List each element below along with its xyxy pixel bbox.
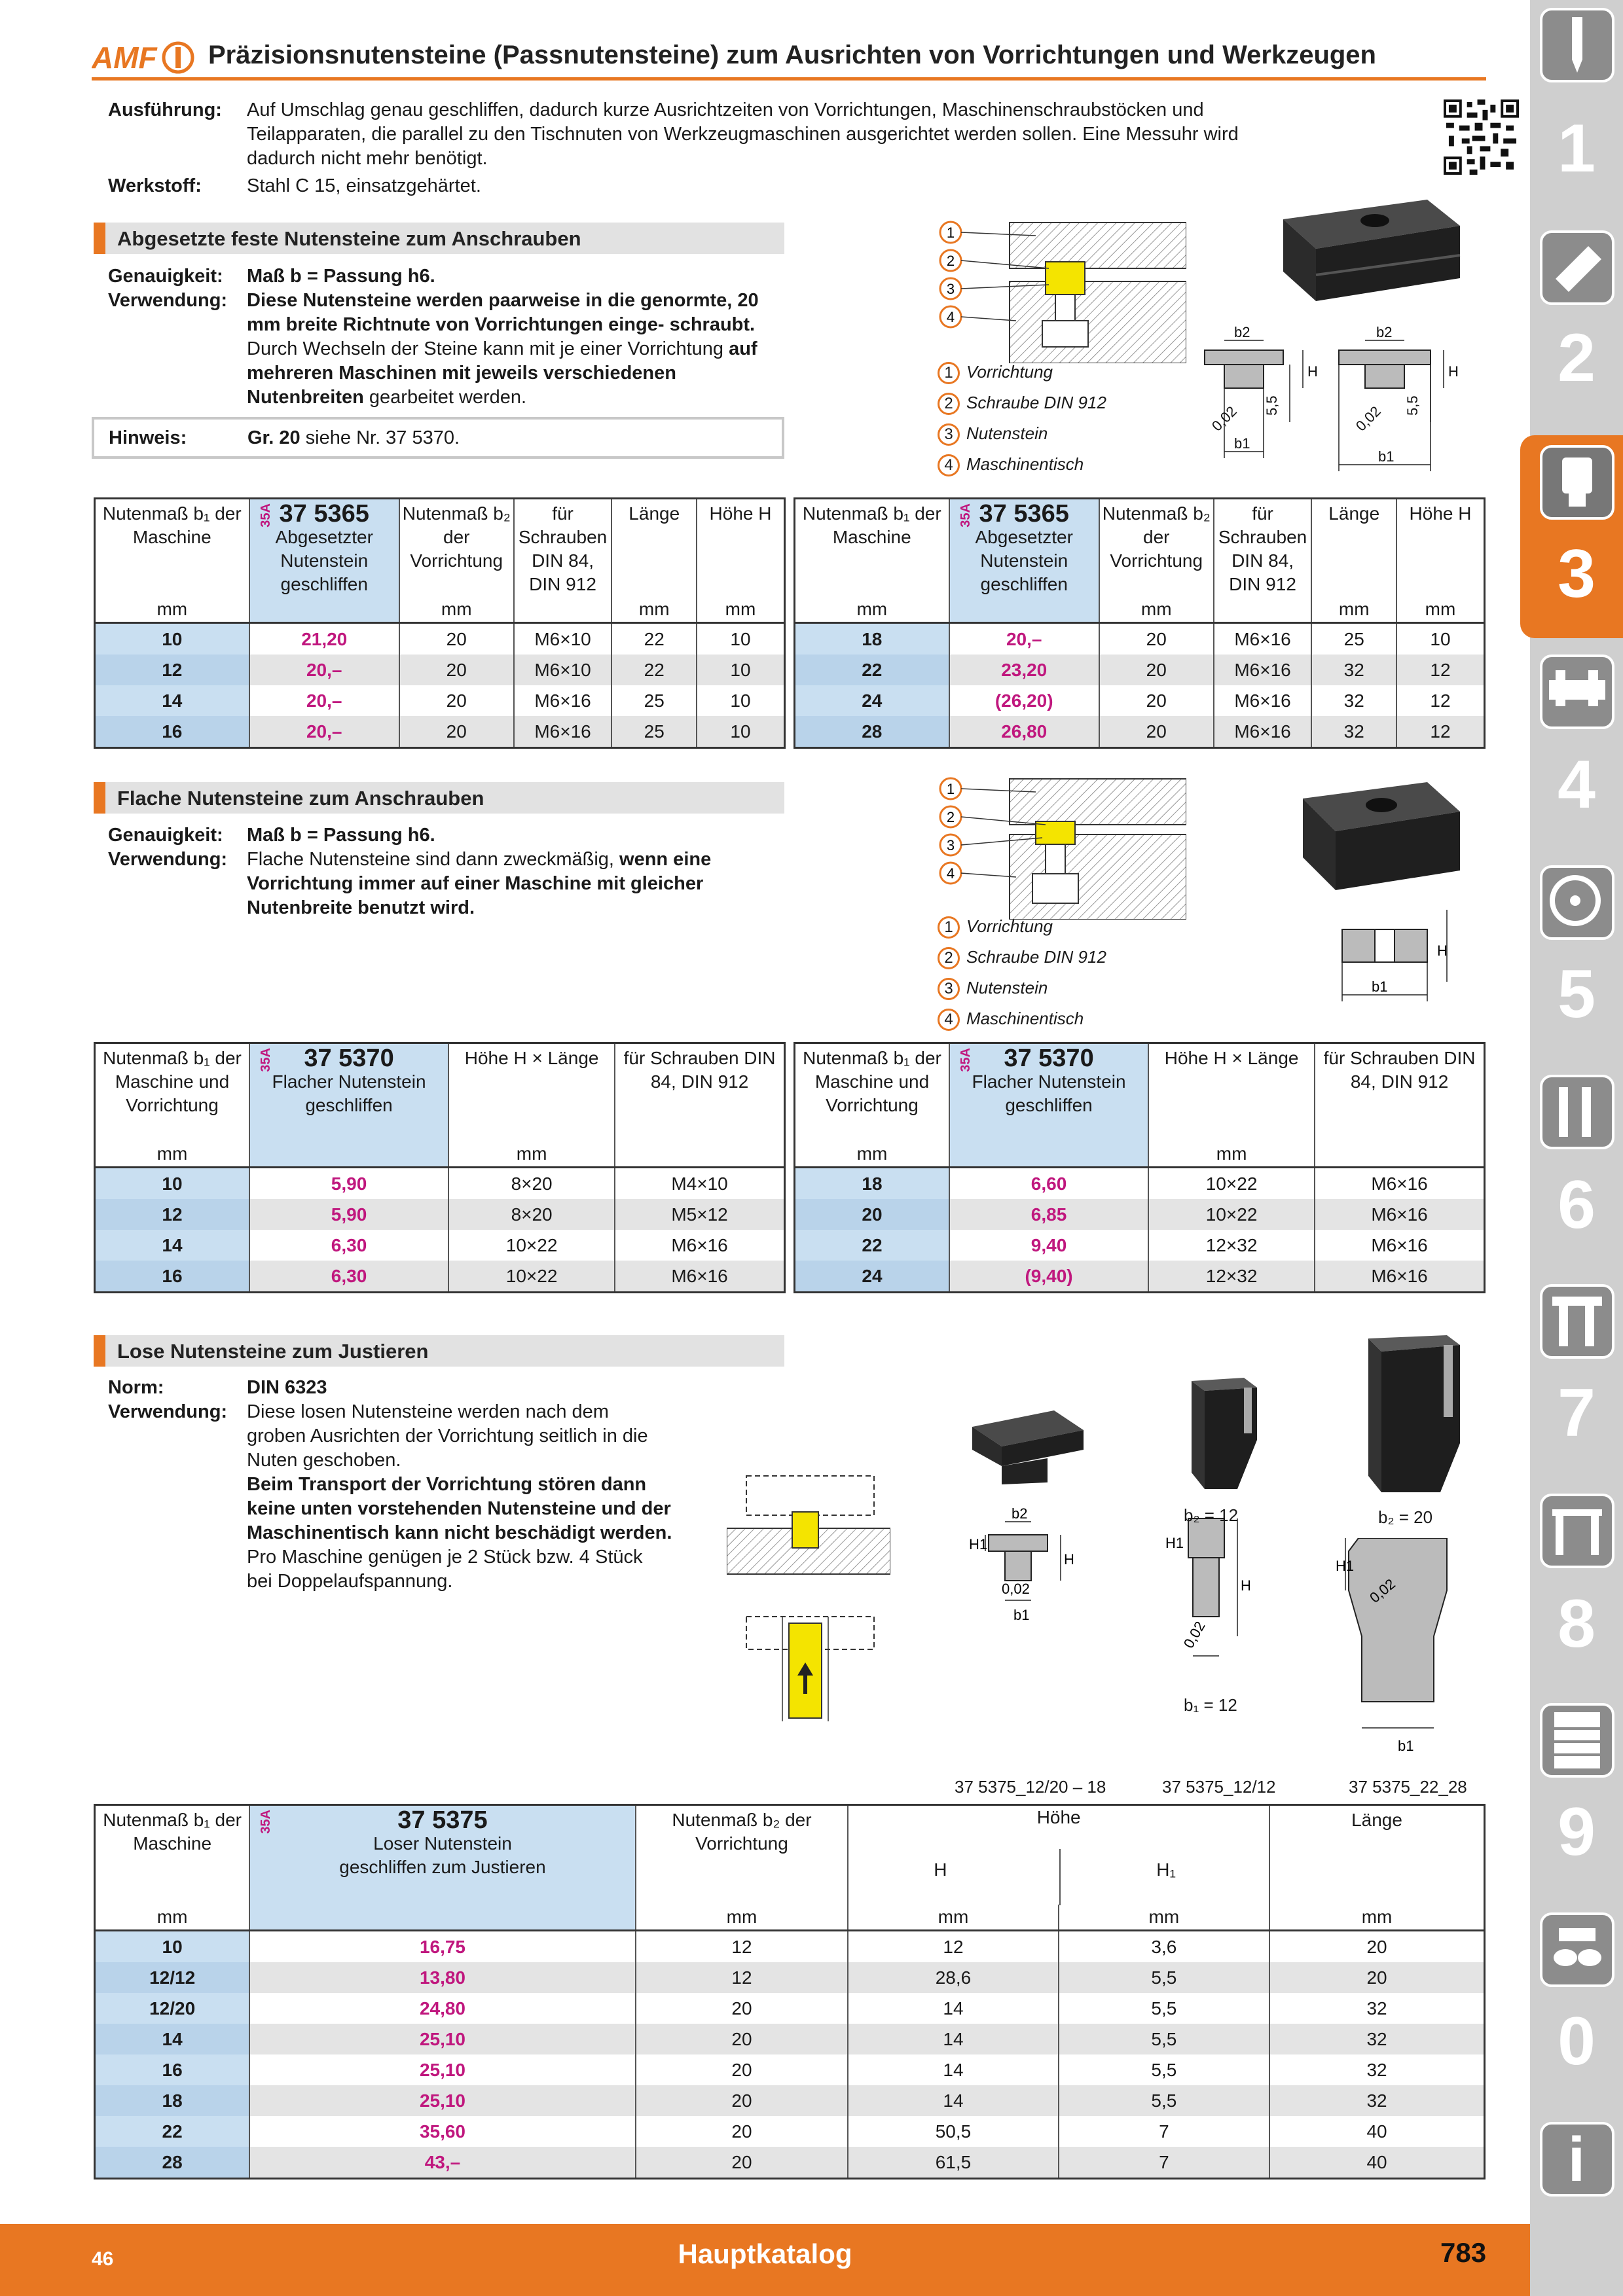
section3-heading: Lose Nutensteine zum Justieren [94,1335,784,1367]
col-nutenmass-b2: Nutenmaß b₂ der Vorrichtung [636,1805,848,1905]
section2-assembly-diagram [938,772,1186,920]
svg-text:H: H [1241,1577,1251,1594]
table-row: 16 6,30 10×22 M6×16 [95,1261,785,1293]
verwendung-text: Diese losen Nutensteine werden nach dem groben Ausrichten der Vorrichtung seitlich in die Nuten geschoben. Beim Transport der Vorrichtung stören dann keine unten vorstehenden Nutensteine und der Maschinentisch kann nicht beschädigt werden. Pro Maschine genügen je 2 Stück bzw. 4 Stück bei Doppelaufspannung. [247,1401,672,1592]
norm-label: Norm: [108,1377,164,1398]
page-title: Präzisionsnutensteine (Passnutensteine) zum Ausrichten von Vorrichtungen und Werkzeugen [208,41,1376,69]
sidebar-tab-2[interactable]: 2 [1558,320,1596,396]
table-row: 22 23,20 20 M6×16 32 12 [795,655,1485,685]
werkstoff-text: Stahl C 15, einsatzgehärtet. [247,175,481,196]
unit: mm [95,597,249,623]
verwendung-label: Verwendung: [108,290,228,311]
unit: mm [1269,1905,1484,1931]
table-375370-left [94,1042,786,1293]
figure-caption-2: 37 5375_12/12 [1162,1777,1276,1797]
col-nutenmass: Nutenmaß b₁ der Maschine und Vorrichtung [795,1043,950,1141]
section2-product-photo [1296,772,1467,910]
sidebar-tab-vise-icon[interactable] [1540,655,1614,729]
section3-specs [108,1376,697,1624]
section3-dim-small [949,1502,1080,1633]
table-row: 12 20,– 20 M6×10 22 10 [95,655,785,685]
col-hoehe-laenge: Höhe H × Länge [448,1043,615,1141]
svg-text:b1: b1 [1234,435,1250,452]
unit: mm [795,1141,950,1168]
col-hoehe-laenge: Höhe H × Länge [1148,1043,1315,1141]
col-hoehe: Höhe H [1396,499,1484,597]
col-nutenmass-b1: Nutenmaß b₁ der Maschine [95,499,249,597]
sidebar-tab-i[interactable]: i [1567,2125,1586,2195]
unit: mm [1099,597,1214,623]
sidebar-tab-drill-icon[interactable] [1540,8,1614,82]
sidebar-tab-tools-icon[interactable] [1540,1075,1614,1149]
sidebar-tab-7[interactable]: 7 [1558,1375,1596,1451]
unit: mm [399,597,514,623]
table-375365-left [94,497,786,749]
genauigkeit-text: Maß b = Passung h6. [247,266,435,287]
table-row: 12 5,90 8×20 M5×12 [95,1199,785,1230]
intro-block [108,98,1352,203]
unit: mm [95,1905,250,1931]
svg-text:AMF: AMF [92,41,157,75]
sidebar-tab-8[interactable]: 8 [1558,1586,1596,1662]
svg-text:b2: b2 [1012,1505,1028,1522]
svg-text:0,02: 0,02 [1208,403,1240,435]
dim-b2-12: b₂ = 12 [1184,1505,1239,1525]
figure-caption-1: 37 5375_12/20 – 18 [955,1777,1106,1797]
section3-dim-medium [1152,1505,1270,1702]
svg-text:H1: H1 [1165,1535,1184,1551]
genauigkeit-text: Maß b = Passung h6. [247,825,435,846]
svg-text:3: 3 [946,281,955,297]
table-row: 16 20,– 20 M6×16 25 10 [95,716,785,748]
unit: mm [1311,597,1396,623]
col-article-375365: 35A 37 5365 Abgesetzter Nutenstein geschliffen [949,499,1099,597]
svg-text:b2: b2 [1376,324,1393,340]
verwendung-label: Verwendung: [108,1401,228,1422]
hinweis-box [92,417,784,459]
svg-text:3: 3 [946,837,955,853]
table-row: 18 6,60 10×22 M6×16 [795,1167,1485,1199]
sidebar-tab-workshop-icon[interactable] [1540,1494,1614,1568]
col-nutenmass: Nutenmaß b₁ der Maschine und Vorrichtung [95,1043,250,1141]
table-row: 10 5,90 8×20 M4×10 [95,1167,785,1199]
section2-dimension-drawing [1336,903,1467,1008]
table-row: 28 26,80 20 M6×16 32 12 [795,716,1485,748]
hinweis-text: Gr. 20 siehe Nr. 37 5370. [247,427,460,448]
table-row: 12/12 13,80 12 28,6 5,5 20 [95,1962,1485,1993]
footer-page-number: 783 [1440,2237,1487,2268]
col-fuer-schrauben: für Schrauben DIN 84, DIN 912 [1214,499,1312,597]
svg-text:5,5: 5,5 [1264,395,1280,416]
col-hoehe: Höhe H H₁ [848,1805,1269,1905]
table-row: 18 25,10 20 14 5,5 32 [95,2085,1485,2116]
svg-text:1: 1 [946,224,955,241]
table-375370-right [793,1042,1486,1293]
verwendung-text: Diese Nutensteine werden paarweise in die genormte, 20 mm breite Richtnute von Vorrichtungen einge- schraubt. Durch Wechseln der Steine kann mit je einer Vorrichtung auf mehreren Maschinen mit jeweils verschiedenen Nutenbreiten gearbeitet werden. [247,290,759,408]
table-375375 [94,1804,1486,2179]
section1-assembly-diagram [938,216,1186,363]
svg-text:0,02: 0,02 [1180,1618,1209,1651]
col-fuer-schrauben: für Schrauben DIN 84, DIN 912 [1315,1043,1484,1141]
svg-text:b1: b1 [1013,1607,1030,1623]
svg-text:b1: b1 [1378,448,1395,465]
norm-text: DIN 6323 [247,1377,327,1398]
section2-heading: Flache Nutensteine zum Anschrauben [94,782,784,814]
table-row: 24 (9,40) 12×32 M6×16 [795,1261,1485,1293]
col-fuer-schrauben: für Schrauben DIN 84, DIN 912 [514,499,612,597]
section1-dimension-drawings [1198,317,1525,478]
svg-text:H1: H1 [1336,1558,1355,1574]
unit: mm [848,1905,1058,1931]
svg-text:b1: b1 [1372,978,1388,995]
table-row: 14 25,10 20 14 5,5 32 [95,2024,1485,2054]
section2-legend: 1 Vorrichtung 2 Schraube DIN 912 3 Nutenstein 4 Maschinentisch [938,911,1147,1042]
unit: mm [697,597,784,623]
col-article-375365: 35A 37 5365 Abgesetzter Nutenstein geschliffen [249,499,399,597]
unit: mm [1396,597,1484,623]
sidebar-tab-cabinet-icon[interactable] [1540,1703,1614,1778]
sidebar-tab-6[interactable]: 6 [1558,1167,1596,1243]
table-row: 14 20,– 20 M6×16 25 10 [95,685,785,716]
col-laenge: Länge [611,499,697,597]
section3-dim-large [1336,1538,1467,1767]
sidebar-tab-4[interactable]: 4 [1558,747,1596,823]
col-fuer-schrauben: für Schrauben DIN 84, DIN 912 [615,1043,784,1141]
table-row: 14 6,30 10×22 M6×16 [95,1230,785,1261]
qr-code-icon [1444,99,1519,175]
section3-photo-large [1355,1332,1467,1496]
unit: mm [95,1141,250,1168]
sidebar-tab-clamp-icon[interactable] [1540,445,1614,520]
svg-text:2: 2 [946,253,955,269]
genauigkeit-label: Genauigkeit: [108,266,223,287]
table-row: 28 43,– 20 61,5 7 40 [95,2147,1485,2179]
svg-text:0,02: 0,02 [1002,1581,1030,1597]
svg-text:H: H [1437,942,1448,959]
table-row: 10 16,75 12 12 3,6 20 [95,1930,1485,1962]
svg-text:0,02: 0,02 [1366,1575,1399,1606]
col-nutenmass-b2: Nutenmaß b₂ der Vorrichtung [399,499,514,597]
svg-text:0,02: 0,02 [1352,403,1384,435]
section3-installation-diagram [727,1473,890,1721]
svg-text:4: 4 [946,309,955,325]
table-row: 22 35,60 20 50,5 7 40 [95,2116,1485,2147]
table-row: 24 (26,20) 20 M6×16 32 12 [795,685,1485,716]
svg-text:b1: b1 [1398,1738,1414,1754]
sidebar-tab-saw-icon[interactable] [1540,865,1614,940]
section1-product-photo [1270,193,1467,304]
dim-b1-12: b₁ = 12 [1184,1695,1237,1715]
svg-text:H: H [1064,1551,1074,1568]
col-article-375370: 35A 37 5370 Flacher Nutenstein geschliffen [249,1043,448,1141]
col-laenge: Länge [1269,1805,1484,1905]
col-article-375375: 35A 37 5375 Loser Nutenstein geschliffen zum Justieren [249,1805,635,1905]
svg-text:b2: b2 [1234,324,1250,340]
table-row: 22 9,40 12×32 M6×16 [795,1230,1485,1261]
sidebar-tab-5[interactable]: 5 [1558,956,1596,1032]
svg-text:H1: H1 [969,1536,988,1552]
sidebar-tab-safety-icon[interactable] [1540,1912,1614,1987]
sidebar-tab-pliers-icon[interactable] [1540,1284,1614,1359]
table-row: 16 25,10 20 14 5,5 32 [95,2054,1485,2085]
unit: mm [795,597,949,623]
genauigkeit-label: Genauigkeit: [108,825,223,846]
table-375365-right [793,497,1486,749]
footer-catalog-title: Hauptkatalog [678,2238,852,2269]
table-row: 18 20,– 20 M6×16 25 10 [795,622,1485,655]
unit: mm [1059,1905,1269,1931]
col-article-375370: 35A 37 5370 Flacher Nutenstein geschliffen [949,1043,1148,1141]
sidebar-tab-3[interactable]: 3 [1558,536,1596,612]
svg-text:2: 2 [946,809,955,825]
ausfuehrung-label: Ausführung: [108,99,222,120]
table-row: 12/20 24,80 20 14 5,5 32 [95,1993,1485,2024]
section3-photo-medium [1172,1374,1264,1492]
section1-specs [108,264,802,415]
svg-text:4: 4 [946,865,955,882]
sidebar-tab-insert-icon[interactable] [1540,230,1614,305]
unit: mm [611,597,697,623]
section2-specs [108,823,802,928]
sidebar-tab-1[interactable]: 1 [1558,111,1596,187]
figure-caption-3: 37 5375_22_28 [1349,1777,1467,1797]
svg-text:H: H [1307,363,1318,380]
table-row: 10 21,20 20 M6×10 22 10 [95,622,785,655]
verwendung-label: Verwendung: [108,849,228,870]
col-nutenmass-b1: Nutenmaß b₁ der Maschine [95,1805,250,1905]
unit: mm [448,1141,615,1168]
col-hoehe: Höhe H [697,499,784,597]
svg-text:1: 1 [946,781,955,797]
section3-photo-small [962,1401,1087,1486]
footer-page-code: 46 [92,2248,114,2270]
sidebar-tab-0[interactable]: 0 [1558,2003,1596,2079]
svg-text:5,5: 5,5 [1404,395,1421,416]
verwendung-text: Flache Nutensteine sind dann zweckmäßig, wenn eine Vorrichtung immer auf einer Maschine mit gleicher Nutenbreite benutzt wird. [247,849,712,918]
table-row: 20 6,85 10×22 M6×16 [795,1199,1485,1230]
sidebar-tab-9[interactable]: 9 [1558,1794,1596,1870]
section1-heading: Abgesetzte feste Nutensteine zum Anschrauben [94,223,784,254]
col-laenge: Länge [1311,499,1396,597]
amf-logo [92,38,196,77]
dim-b2-20: b₂ = 20 [1378,1507,1433,1527]
section1-legend: 1 Vorrichtung 2 Schraube DIN 912 3 Nutenstein 4 Maschinentisch [938,357,1147,488]
unit: mm [1148,1141,1315,1168]
col-nutenmass-b2: Nutenmaß b₂ der Vorrichtung [1099,499,1214,597]
werkstoff-label: Werkstoff: [108,175,202,196]
col-nutenmass-b1: Nutenmaß b₁ der Maschine [795,499,949,597]
svg-text:H: H [1448,363,1459,380]
ausfuehrung-text: Auf Umschlag genau geschliffen, dadurch kurze Ausrichtzeiten von Vorrichtungen, Maschinenschraubstöcken und Teilapparaten, die parallel zu den Tischnuten von Werkzeugmaschinen ausgerichtet werden sollen. Eine Messuhr wird dadurch nicht mehr benötigt. [247,99,1239,169]
unit: mm [636,1905,848,1931]
hinweis-label: Hinweis: [109,427,187,448]
